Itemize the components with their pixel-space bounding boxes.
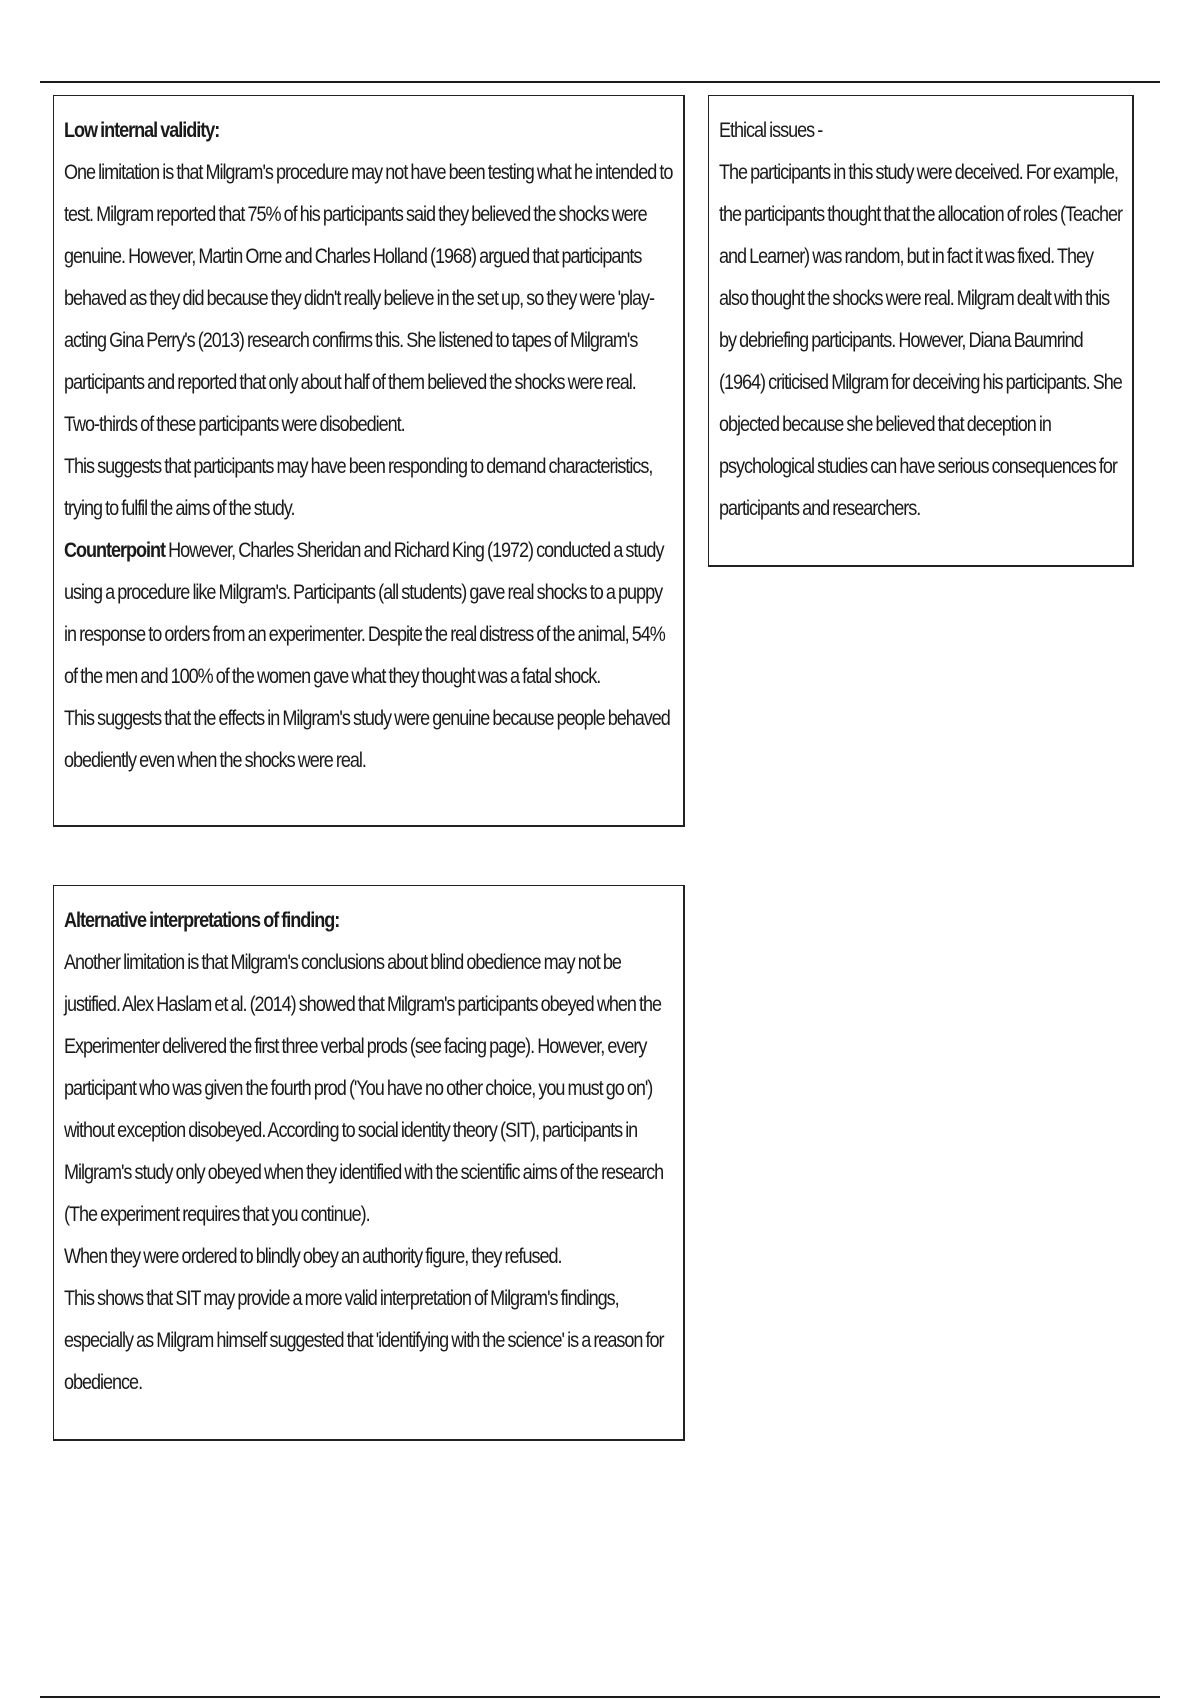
alternative-interpretations-content — [64, 900, 673, 1404]
internal-validity-box — [53, 95, 685, 827]
internal-validity-content — [64, 110, 676, 782]
counterpoint-label: Counterpoint — [64, 539, 165, 562]
bottom-rule — [40, 1696, 1160, 1698]
alternative-interpretations-body-2: When they were ordered to blindly obey an authority figure, they refused. — [64, 1245, 562, 1268]
ethical-issues-body: The participants in this study were deceived. For example, the participants thought that the allocation of roles (Teacher and Learner) was random, but in fact it was fixed. They also thought the shocks were real. Milgram dealt with this by debriefing participants. However, Diana Baumrind (1964) criticised Milgram for deceiving his participants. She objected because she believed that deception in psychological studies can have serious consequences for participants and researchers. — [719, 161, 1126, 520]
alternative-interpretations-body-3: This shows that SIT may provide a more valid interpretation of Milgram's findings, especially as Milgram himself suggested that 'identifying with the science' is a reason for obedience. — [64, 1287, 667, 1394]
counterpoint-paragraph — [64, 530, 673, 698]
internal-validity-body-3: This suggests that the effects in Milgram's study were genuine because people behaved obediently even when the shocks were real. — [64, 707, 673, 772]
internal-validity-body-2: This suggests that participants may have been responding to demand characteristics, trying to fulfil the aims of the study. — [64, 455, 656, 520]
internal-validity-heading: Low internal validity: — [64, 119, 220, 142]
alternative-interpretations-box — [53, 885, 685, 1441]
counterpoint-text: However, Charles Sheridan and Richard King (1972) conducted a study using a procedure like Milgram's. Participants (all students) gave real shocks to a puppy in response to orders from an experimenter. Despite the real distress of the animal, 54% of the men and 100% of the women gave what they thought was a fatal shock. — [64, 539, 668, 688]
top-rule — [40, 81, 1160, 83]
alternative-interpretations-heading: Alternative interpretations of finding: — [64, 909, 340, 932]
ethical-issues-content — [719, 110, 1126, 530]
internal-validity-body-1: One limitation is that Milgram's procedure may not have been testing what he intended to test. Milgram reported that 75% of his participants said they believed the shocks were genuine. However, Martin Orne and Charles Holland (1968) argued that participants behaved as they did because they didn't really believe in the set up, so they were 'play-acting Gina Perry's (2013) research confirms this. She listened to tapes of Milgram's participants and reported that only about half of them believed the shocks were real. Two-thirds of these participants were disobedient. — [64, 161, 676, 436]
ethical-issues-box — [708, 95, 1134, 567]
alternative-interpretations-body-1: Another limitation is that Milgram's conclusions about blind obedience may not be justified. Alex Haslam et al. (2014) showed that Milgram's participants obeyed when the Experimenter delivered the first three verbal prods (see facing page). However, every participant who was given the fourth prod ('You have no other choice, you must go on') without exception disobeyed. According to social identity theory (SIT), participants in Milgram's study only obeyed when they identified with the scientific aims of the research (The experiment requires that you continue). — [64, 951, 667, 1226]
ethical-issues-heading: Ethical issues - — [719, 119, 823, 142]
